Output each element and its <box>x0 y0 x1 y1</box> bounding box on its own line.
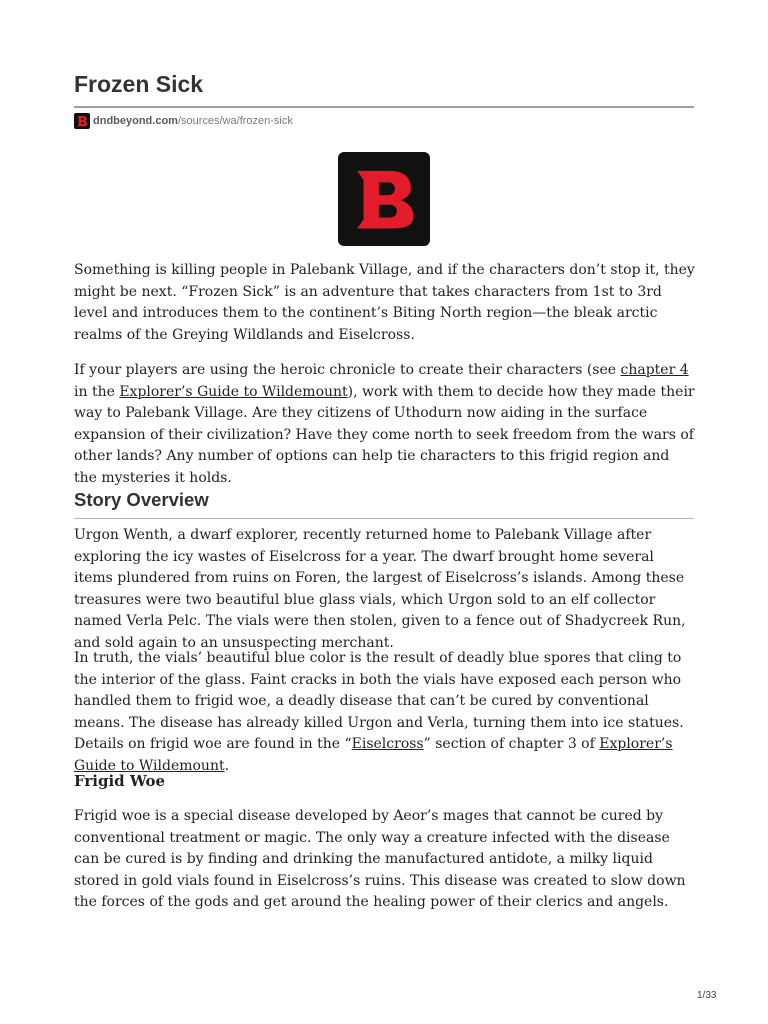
frigid-woe-paragraph: Frigid woe is a special disease developed by Aeor’s mages that cannot be cured by conventional treatment or magic. The only way a creature infected with the disease can be cured is by finding and drinking the manufactured antidote, a milky liquid stored in gold vials found in Eiselcross’s ruins. This disease was created to slow down the forces of the gods and get around the healing power of their clerics and angels. <box>74 808 686 910</box>
frigid-woe-heading: Frigid Woe <box>74 772 166 790</box>
dndbeyond-favicon-icon <box>74 113 90 129</box>
text-run: ” section of chapter 3 of <box>423 736 600 752</box>
story-paragraph-1: Urgon Wenth, a dwarf explorer, recently returned home to Palebank Village after exploring the icy wastes of Eiselcross for a year. The dwarf brought home several items plundered from ruins on Foren, the largest of Eiselcross’s islands. Among these treasures were two beautiful blue glass vials, which Urgon sold to an elf collector named Verla Pelc. The vials were then stolen, given to a fence out of Shadycreek Run, and sold again to an unsuspecting merchant. <box>74 527 686 651</box>
text-run: If your players are using the heroic chronicle to create their characters (see <box>74 362 621 378</box>
text-run: in the <box>74 383 120 400</box>
source-line[interactable] <box>74 112 293 130</box>
chapter-4-link[interactable]: chapter 4 <box>620 362 689 378</box>
page-title: Frozen Sick <box>74 71 204 97</box>
dndbeyond-b-logo-icon <box>338 152 430 246</box>
section-divider <box>74 518 694 519</box>
text-run: . <box>224 757 230 774</box>
page-number: 1/33 <box>697 990 717 1001</box>
title-divider <box>74 106 694 108</box>
story-paragraph-2 <box>74 648 696 777</box>
intro-paragraph-2 <box>74 360 696 489</box>
explorers-guide-link-2[interactable]: Explorer’s Guide to Wildemount <box>74 736 673 774</box>
eiselcross-link[interactable]: Eiselcross <box>351 736 424 752</box>
intro-paragraph-1: Something is killing people in Palebank Village, and if the characters don’t stop it, they might be next. “Frozen Sick” is an adventure that takes characters from 1st to 3rd level and introduces them to the continent’s Biting North region—the bleak arctic realms of the Greying Wildlands and Eiselcross. <box>74 262 695 343</box>
text-run: ), work with them to decide how they made their way to Palebank Village. Are they citizens of Uthodurn now aiding in the surface expansion of their civilization? Have they come north to seek freedom from the wars of other lands? Any number of options can help tie characters to this frigid region and the mysteries it holds. <box>74 383 695 486</box>
source-domain[interactable]: dndbeyond.com <box>93 115 178 127</box>
explorers-guide-link[interactable]: Explorer’s Guide to Wildemount <box>119 383 348 400</box>
story-overview-heading: Story Overview <box>74 489 209 510</box>
text-run: In truth, the vials’ beautiful blue color is the result of deadly blue spores that cling to the interior of the glass. Faint cracks in both the vials have exposed each person who handled them to frigid woe, a deadly disease that can’t be cured by conventional means. The disease has already killed Urgon and Verla, turning them into ice statues. Details on frigid woe are found in the “ <box>74 650 684 752</box>
source-path[interactable]: /sources/wa/frozen-sick <box>177 115 293 127</box>
